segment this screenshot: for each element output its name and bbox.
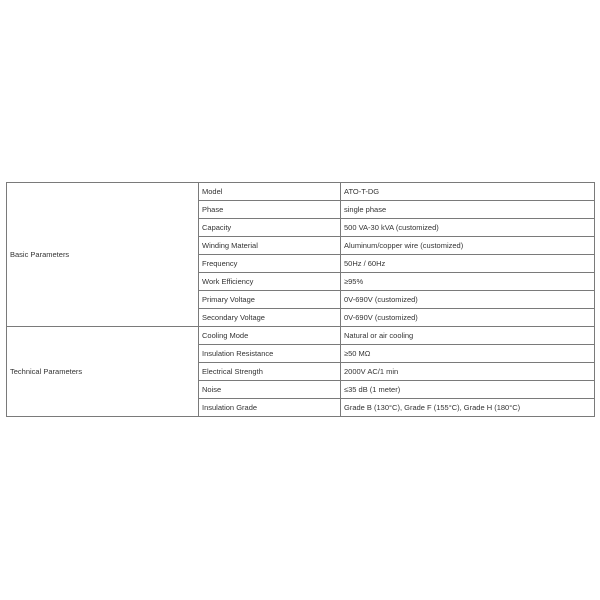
param-name: Electrical Strength: [199, 363, 341, 381]
group-label-basic-parameters: Basic Parameters: [7, 183, 199, 327]
param-name: Insulation Resistance: [199, 345, 341, 363]
param-name: Phase: [199, 201, 341, 219]
param-name: Frequency: [199, 255, 341, 273]
param-value: ATO-T-DG: [341, 183, 595, 201]
param-value: single phase: [341, 201, 595, 219]
table-row: [7, 327, 595, 345]
param-name: Cooling Mode: [199, 327, 341, 345]
param-name: Secondary Voltage: [199, 309, 341, 327]
param-value: 500 VA-30 kVA (customized): [341, 219, 595, 237]
param-name: Capacity: [199, 219, 341, 237]
param-value: 0V-690V (customized): [341, 309, 595, 327]
param-name: Noise: [199, 381, 341, 399]
param-value: 2000V AC/1 min: [341, 363, 595, 381]
param-value: Grade B (130°C), Grade F (155°C), Grade H (180°C): [341, 399, 595, 417]
table-row: [7, 183, 595, 201]
param-value: ≤35 dB (1 meter): [341, 381, 595, 399]
param-value: Aluminum/copper wire (customized): [341, 237, 595, 255]
param-name: Winding Material: [199, 237, 341, 255]
param-value: 0V-690V (customized): [341, 291, 595, 309]
param-value: ≥50 MΩ: [341, 345, 595, 363]
param-value: ≥95%: [341, 273, 595, 291]
param-value: 50Hz / 60Hz: [341, 255, 595, 273]
param-name: Model: [199, 183, 341, 201]
param-name: Work Efficiency: [199, 273, 341, 291]
group-label-technical-parameters: Technical Parameters: [7, 327, 199, 417]
specification-table: [6, 182, 595, 417]
param-name: Primary Voltage: [199, 291, 341, 309]
param-name: Insulation Grade: [199, 399, 341, 417]
param-value: Natural or air cooling: [341, 327, 595, 345]
